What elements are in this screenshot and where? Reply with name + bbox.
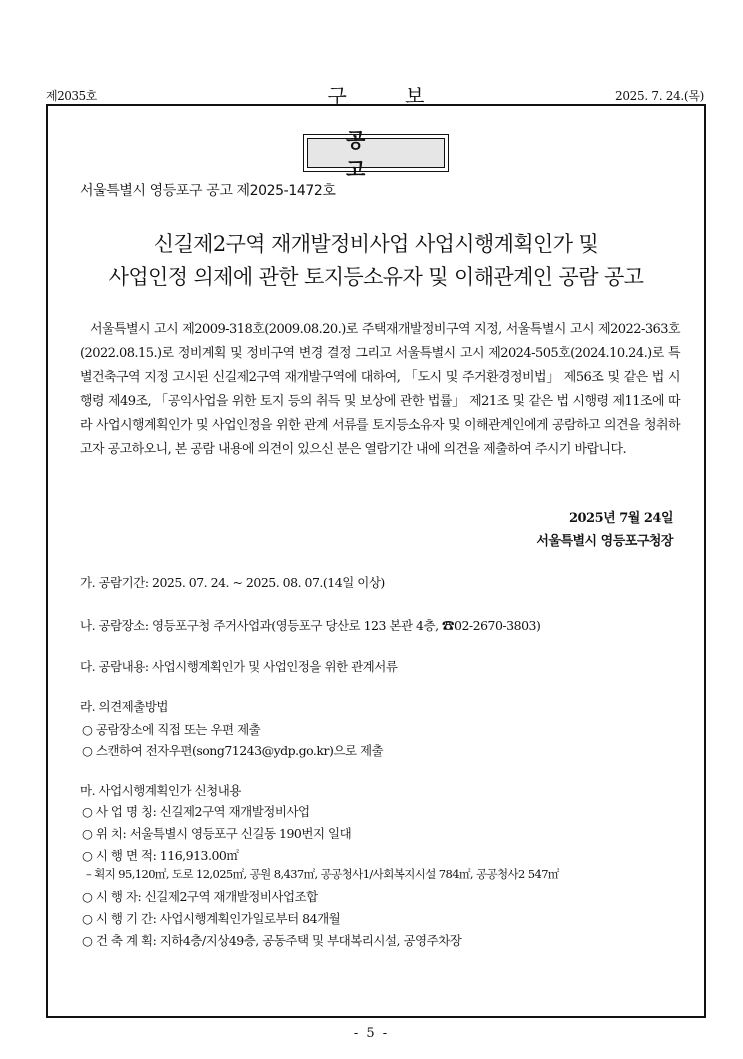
submission-method-email: ○ 스캔하여 전자우편(song71243@ydp.go.kr)으로 제출 xyxy=(82,743,384,758)
notice-title-line-2: 사업인정 의제에 관한 토지등소유자 및 이해관계인 공람 공고 xyxy=(108,265,644,289)
notice-body: 서울특별시 고시 제2009-318호(2009.08.20.)로 주택재개발정비구역 지정, 서울특별시 고시 제2022-363호(2022.08.15.)로 정비계획 및 정비구역 변경 결정 그리고 서울특별시 고시 제2024-505호(2024.10.24.)로 특별건축구역 지정 고시된 신길제2구역 재개발구역에 대하여, 「도시 및 주거환경정비법」 제56조 및 같은 법 시행령 제49조, 「공익사업을 위한 토지 등의 취득 및 보상에 관한 법률」 제21조 및 같은 법 시행령 제11조에 따라 사업시행계획인가 및 사업인정을 위한 관계 서류를 토지등소유자 및 이해관계인에게 공람하고 의견을 청취하고자 공고하오니, 본 공람 내용에 의견이 있으신 분은 열람기간 내에 의견을 제출하여 주시기 바랍니다. xyxy=(80,322,680,457)
page-number: - 5 - xyxy=(353,1026,390,1041)
notice-title-line-1: 신길제2구역 재개발정비사업 사업시행계획인가 및 xyxy=(153,232,599,256)
application-building-plan: ○ 건 축 계 획: 지하4층/지상49층, 공동주택 및 부대복리시설, 공영주차장 xyxy=(82,933,462,948)
application-duration: ○ 시 행 기 간: 사업시행계획인가일로부터 84개월 xyxy=(82,911,341,926)
application-location: ○ 위 치: 서울특별시 영등포구 신길동 190번지 일대 xyxy=(82,826,352,841)
notice-label-box xyxy=(303,128,449,181)
application-operator: ○ 시 행 자: 신길제2구역 재개발정비사업조합 xyxy=(82,889,318,904)
item-viewing-content: 다. 공람내용: 사업시행계획인가 및 사업인정을 위한 관계서류 xyxy=(80,659,398,674)
item-application-title: 마. 사업시행계획인가 신청내용 xyxy=(80,783,241,798)
signature-organization: 서울특별시 영등포구청장 xyxy=(536,534,673,549)
application-area: ○ 시 행 면 적: 116,913.00㎡ xyxy=(82,848,239,863)
page-header xyxy=(46,82,706,106)
notice-label: 공 고 xyxy=(346,128,404,181)
item-viewing-period: 가. 공람기간: 2025. 07. 24. ~ 2025. 08. 07.(14일 이상) xyxy=(80,575,385,590)
submission-method-direct: ○ 공람장소에 직접 또는 우편 제출 xyxy=(82,722,261,737)
publication-date: 2025. 7. 24.(목) xyxy=(615,89,704,103)
application-area-breakdown: – 획지 95,120㎡, 도로 12,025㎡, 공원 8,437㎡, 공공청사1/사회복지시설 784㎡, 공공청사2 547㎡ xyxy=(86,867,559,881)
application-project-name: ○ 사 업 명 칭: 신길제2구역 재개발정비사업 xyxy=(82,804,310,819)
item-viewing-place: 나. 공람장소: 영등포구청 주거사업과(영등포구 당산로 123 본관 4층, ☎02-2670-3803) xyxy=(80,618,541,633)
issue-number: 제2035호 xyxy=(46,89,97,103)
notice-number: 서울특별시 영등포구 공고 제2025-1472호 xyxy=(80,183,336,199)
item-submission-method-title: 라. 의견제출방법 xyxy=(80,699,168,714)
publication-title: 구 보 xyxy=(327,84,451,108)
signature-date: 2025년 7월 24일 xyxy=(568,511,673,526)
